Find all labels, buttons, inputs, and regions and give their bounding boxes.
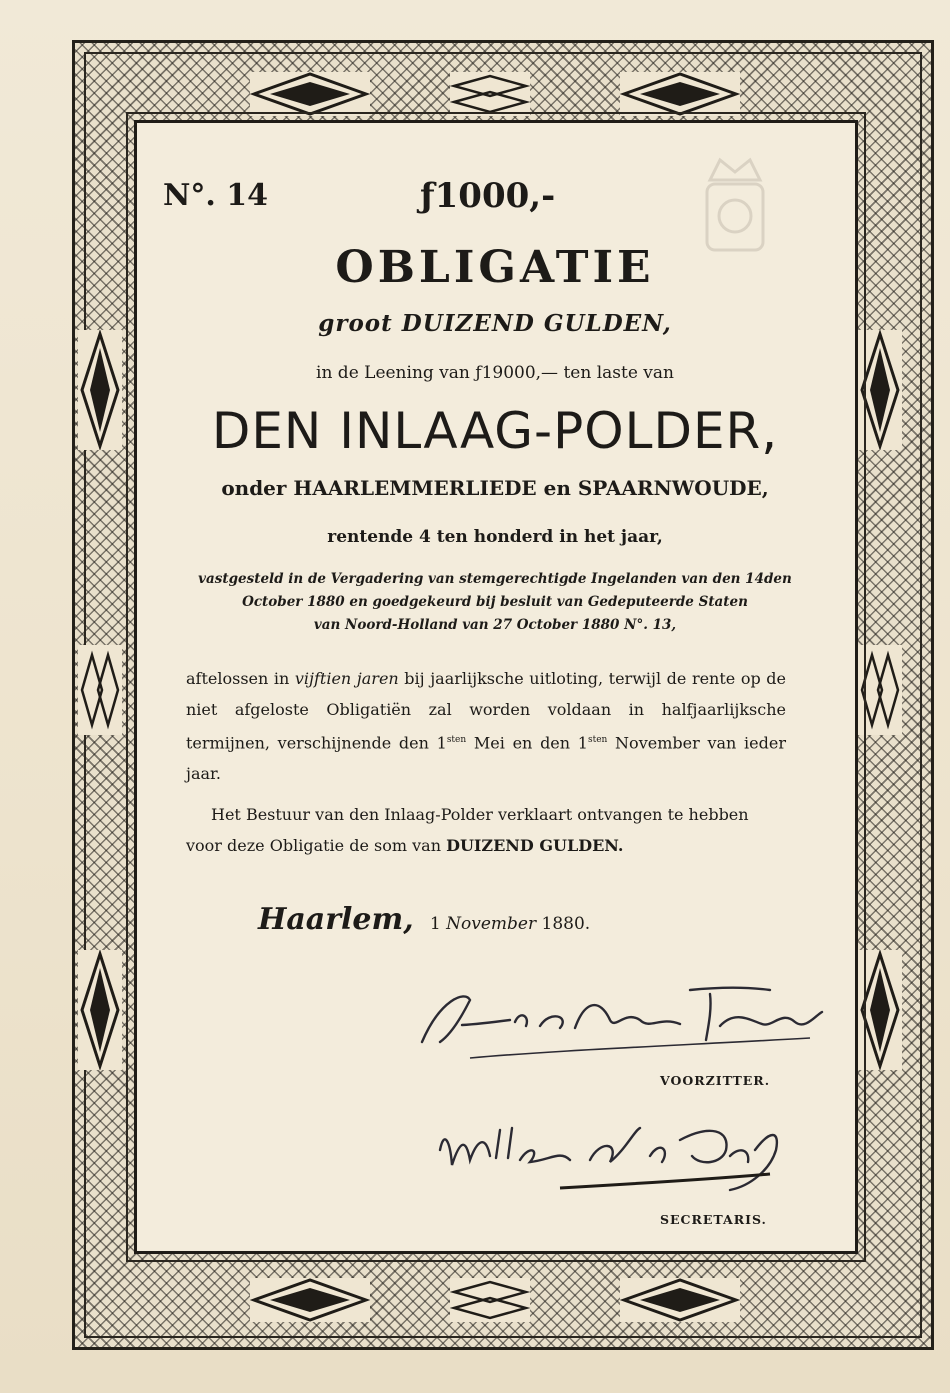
loan-line: in de Leening van ƒ19000,— ten laste van — [316, 363, 674, 383]
certificate-number: N°. 14 — [163, 178, 269, 213]
receipt-paragraph — [186, 800, 786, 861]
document-subtitle: groot DUIZEND GULDEN, — [318, 310, 672, 337]
right-diamond-ornament-bottom — [858, 950, 902, 1070]
signature-chairman — [410, 980, 830, 1060]
redemption-paragraph — [186, 664, 786, 789]
interest-line: rentende 4 ten honderd in het jaar, — [327, 527, 663, 547]
top-double-diamond-ornament — [450, 64, 530, 124]
superscript: sten — [587, 735, 608, 745]
bottom-diamond-ornament-right — [620, 1270, 740, 1330]
right-diamond-ornament-middle — [858, 645, 902, 735]
superscript: sten — [446, 735, 467, 745]
right-diamond-ornament-top — [858, 330, 902, 450]
bottom-diamond-ornament-left — [250, 1270, 370, 1330]
date-day: 1 — [429, 914, 441, 934]
paragraph-text: November van ieder jaar. — [186, 733, 786, 783]
paragraph-text: Mei en den 1 — [466, 733, 588, 753]
date-month: November — [446, 914, 537, 934]
certificate-amount: ƒ1000,- — [420, 176, 556, 216]
decision-text — [150, 568, 840, 637]
paragraph-bold: DUIZEND GULDEN. — [446, 835, 624, 855]
decision-line: October 1880 en goedgekeurd bij besluit van Gedeputeerde Staten — [242, 594, 748, 610]
left-diamond-ornament-bottom — [78, 950, 122, 1070]
document-title: OBLIGATIE — [335, 242, 655, 293]
paragraph-text: aftelossen in — [186, 669, 295, 688]
paragraph-text: voor deze Obligatie de som van — [186, 835, 447, 855]
role-chairman: VOORZITTER. — [660, 1073, 771, 1088]
left-diamond-ornament-middle — [78, 645, 122, 735]
paragraph-text: bij jaarlijksche uitloting, terwijl de rente op de niet afgeloste Obligatiën zal worden voldaan in halfjaarlijksche termijnen, verschijnende den 1 — [186, 669, 786, 753]
entity-name: DEN INLAAG-POLDER, — [211, 402, 779, 460]
issue-date — [258, 902, 590, 937]
role-secretary: SECRETARIS. — [660, 1212, 767, 1227]
bottom-double-diamond-ornament — [450, 1270, 530, 1330]
top-diamond-ornament-right — [620, 64, 740, 124]
paragraph-text: Het Bestuur van den Inlaag-Polder verklaart ontvangen te hebben — [211, 805, 749, 824]
decision-line: van Noord-Holland van 27 October 1880 N°. 13, — [313, 617, 677, 633]
left-diamond-ornament-top — [78, 330, 122, 450]
date-year: 1880. — [541, 914, 591, 934]
location-line: onder HAARLEMMERLIEDE en SPAARNWOUDE, — [221, 476, 769, 500]
paragraph-emphasis: vijftien jaren — [294, 669, 399, 688]
top-diamond-ornament-left — [250, 64, 370, 124]
issue-place: Haarlem, — [258, 902, 414, 937]
decision-line: vastgesteld in de Vergadering van stemgerechtigde Ingelanden van den 14den — [198, 571, 792, 587]
signature-secretary — [430, 1110, 790, 1195]
